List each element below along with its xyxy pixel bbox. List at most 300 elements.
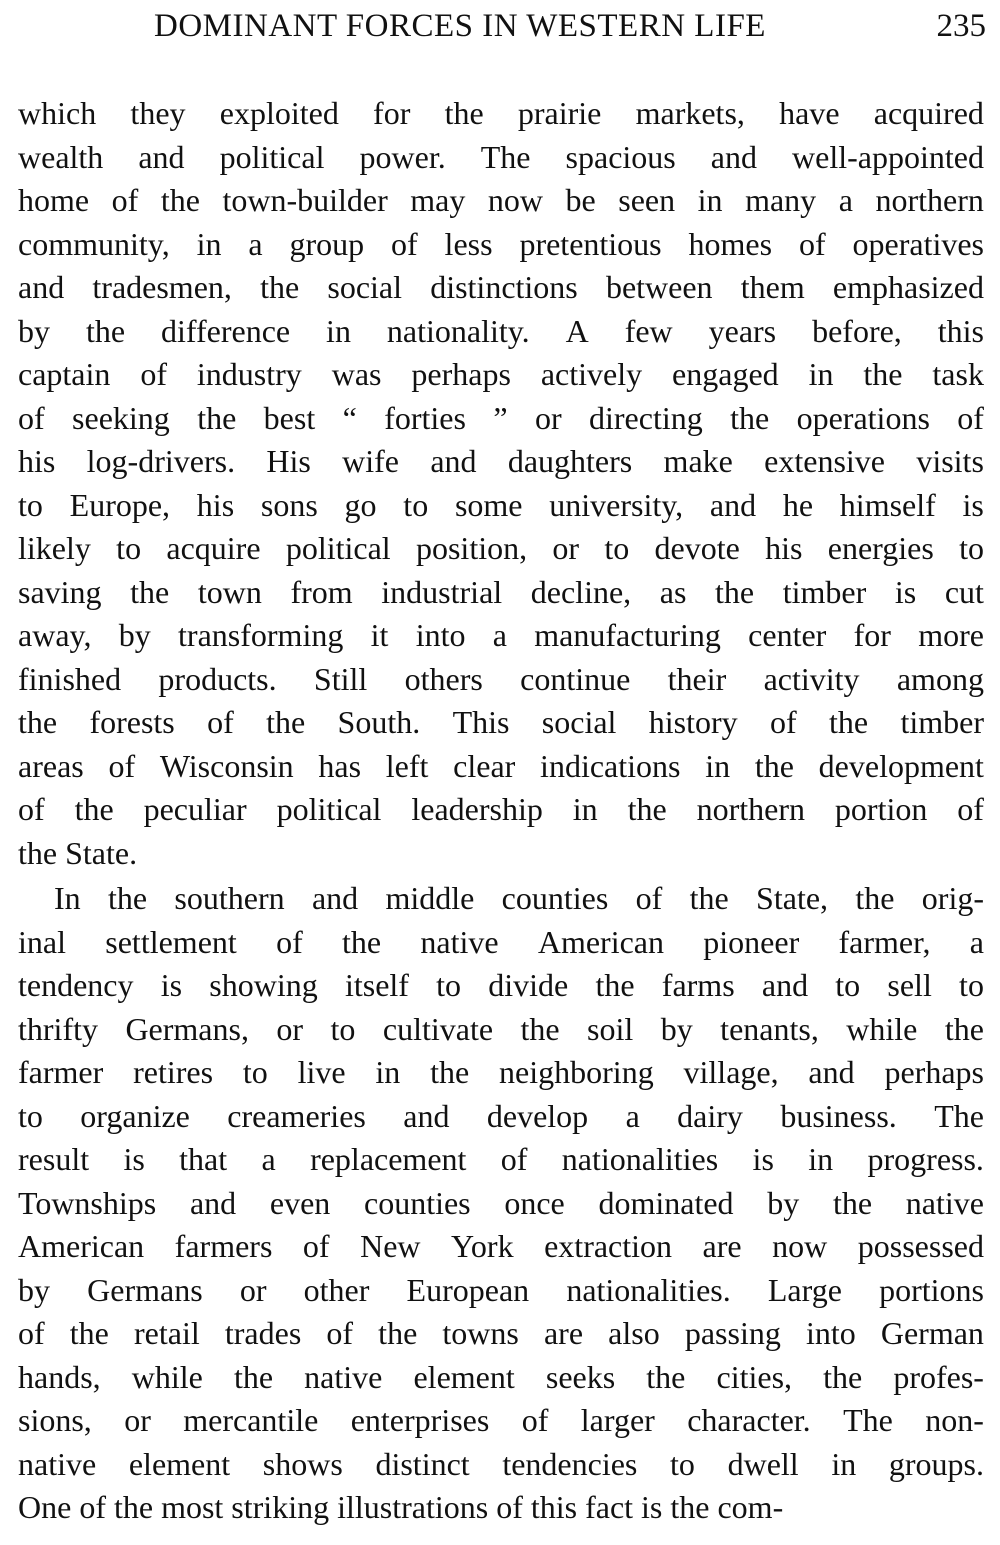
word: of <box>18 1315 45 1351</box>
word: dairy <box>677 1097 743 1134</box>
word: and <box>18 269 65 305</box>
word: the <box>754 747 794 784</box>
word: thrifty <box>18 1010 98 1047</box>
paragraph <box>18 877 984 1530</box>
word: years <box>708 312 777 349</box>
word: trades <box>224 1315 302 1351</box>
word: nationality. <box>386 312 530 349</box>
word: perhaps <box>411 356 511 392</box>
word: The <box>934 1097 984 1134</box>
word: between <box>605 269 713 305</box>
word: inal <box>18 923 66 960</box>
word: while <box>131 1358 203 1395</box>
word: cultivate <box>382 1010 494 1047</box>
word: to <box>18 1097 43 1134</box>
word: log-drivers. <box>86 443 236 479</box>
word: the <box>627 791 667 827</box>
word: captain <box>18 356 111 392</box>
word: farmer, <box>838 923 931 960</box>
text-line <box>18 964 984 1008</box>
word: enterprises <box>350 1402 490 1438</box>
word: he <box>782 486 814 523</box>
word: devote <box>654 530 740 566</box>
word: Europe, <box>69 486 171 523</box>
word: visits <box>916 443 984 479</box>
word: village, <box>683 1054 779 1090</box>
word: that <box>179 1141 228 1177</box>
word: and <box>808 1054 855 1090</box>
word: non- <box>925 1402 984 1438</box>
word: task <box>932 356 984 392</box>
word: Large <box>767 1271 842 1308</box>
word: markets, <box>635 95 745 131</box>
text-line <box>18 1269 984 1313</box>
word: divide <box>488 967 569 1003</box>
word: of <box>635 880 663 916</box>
word: portions <box>879 1271 984 1308</box>
word: larger <box>580 1402 655 1438</box>
word: the <box>520 1010 560 1047</box>
word: to <box>959 967 984 1003</box>
word: and <box>138 138 185 175</box>
word: likely <box>18 530 91 566</box>
word: of <box>770 704 797 740</box>
word: of <box>18 399 45 436</box>
word: Germans, <box>125 1010 249 1047</box>
word: extensive <box>764 443 885 479</box>
word: German <box>880 1315 984 1351</box>
word: make <box>663 443 733 479</box>
word: manufacturing <box>534 617 721 653</box>
word: directing <box>588 399 703 436</box>
word: tendency <box>18 967 134 1003</box>
word: a <box>969 923 984 960</box>
text-line <box>18 92 984 136</box>
word: or <box>239 1271 267 1308</box>
word: now <box>772 1228 828 1264</box>
word: retail <box>134 1315 200 1351</box>
word: history <box>648 704 738 740</box>
word: South. <box>337 704 421 740</box>
text-line: One of the most striking illustrations of this fact is the com- <box>18 1489 784 1525</box>
word: peculiar <box>143 791 247 827</box>
word: in <box>196 225 222 262</box>
word: southern <box>174 880 285 916</box>
page-number: 235 <box>936 8 986 44</box>
word: a <box>261 1141 276 1177</box>
text-line <box>18 701 984 745</box>
text-line <box>18 1008 984 1052</box>
word: to <box>670 1445 695 1482</box>
word: result <box>18 1141 90 1177</box>
word: dominated <box>598 1184 734 1221</box>
word: the <box>944 1010 984 1047</box>
word: their <box>667 660 727 697</box>
word: groups. <box>888 1445 984 1482</box>
word: the <box>730 399 770 436</box>
word: State, <box>756 880 829 916</box>
word: activity <box>763 660 860 697</box>
word: tendencies <box>502 1445 638 1482</box>
word: a <box>492 617 507 653</box>
word: timber <box>900 704 984 740</box>
word: neighboring <box>499 1054 654 1090</box>
word: The <box>480 138 531 175</box>
word: of <box>500 1141 528 1177</box>
word: home <box>18 182 90 218</box>
word: towns <box>442 1315 519 1351</box>
text-line <box>18 179 984 223</box>
text-line: the State. <box>18 834 138 871</box>
word: left <box>385 747 429 784</box>
word: to <box>959 530 984 566</box>
word: Still <box>313 660 368 697</box>
word: distinct <box>375 1445 470 1482</box>
word: from <box>290 573 353 610</box>
word: native <box>18 1445 97 1482</box>
word: is <box>752 1141 774 1177</box>
word: nationalities <box>561 1141 719 1177</box>
word: dwell <box>727 1445 799 1482</box>
word: the <box>18 704 58 740</box>
word: position, <box>415 530 528 566</box>
word: element <box>128 1445 231 1482</box>
word: spacious <box>565 138 676 175</box>
word: they <box>130 95 186 131</box>
word: his <box>196 486 235 523</box>
word: replacement <box>310 1141 467 1177</box>
word: seeking <box>72 399 170 436</box>
word: power. <box>359 138 446 175</box>
word: by <box>767 1184 800 1221</box>
word: in <box>326 312 351 349</box>
word: homes <box>688 225 773 262</box>
word: ” <box>493 399 508 436</box>
word: the <box>197 399 237 436</box>
word: middle <box>385 880 475 916</box>
word: in <box>808 1141 834 1177</box>
word: tenants, <box>720 1010 819 1047</box>
word: by <box>660 1010 693 1047</box>
word: Wisconsin <box>159 747 294 784</box>
word: exploited <box>219 95 339 131</box>
word: for <box>853 617 891 653</box>
word: emphasized <box>832 269 984 305</box>
word: to <box>330 1010 356 1047</box>
word: passing <box>684 1315 781 1351</box>
word: farmers <box>174 1228 273 1264</box>
word: by <box>18 1271 50 1308</box>
word: are <box>702 1228 742 1264</box>
word: itself <box>344 967 409 1003</box>
word: them <box>740 269 805 305</box>
word: counties <box>501 880 609 916</box>
text-line <box>18 1138 984 1182</box>
word: sell <box>887 967 932 1003</box>
word: develop <box>486 1097 589 1134</box>
text-line <box>18 1399 984 1443</box>
word: sons <box>260 486 318 523</box>
paragraph <box>18 92 984 875</box>
word: less <box>444 225 493 262</box>
word: to <box>604 530 630 566</box>
word: native <box>304 1358 383 1395</box>
word: and <box>710 138 757 175</box>
text-line <box>18 658 984 702</box>
word: “ <box>342 399 357 436</box>
word: tradesmen, <box>92 269 232 305</box>
word: by <box>18 312 50 349</box>
word: to <box>835 967 861 1003</box>
text-line <box>18 440 984 484</box>
word: or <box>552 530 580 566</box>
word: soil <box>587 1010 634 1047</box>
word: American <box>18 1228 145 1264</box>
word: has <box>318 747 362 784</box>
word: Townships <box>18 1184 157 1221</box>
word: group <box>289 225 365 262</box>
word: or <box>276 1010 304 1047</box>
text-line <box>18 745 984 789</box>
word: European <box>406 1271 530 1308</box>
word: A <box>565 312 589 349</box>
word: which <box>18 95 97 131</box>
word: or <box>534 399 562 436</box>
word: the <box>823 1358 863 1395</box>
word: once <box>504 1184 565 1221</box>
word: the <box>430 1054 470 1090</box>
word: development <box>818 747 984 784</box>
word: prairie <box>517 95 602 131</box>
word: retires <box>133 1054 214 1090</box>
word: pioneer <box>703 923 800 960</box>
word: into <box>415 617 466 653</box>
word: to <box>116 530 142 566</box>
text-line <box>18 1312 984 1356</box>
word: nationalities. <box>566 1271 731 1308</box>
word: the <box>715 573 755 610</box>
word: engaged <box>672 356 779 392</box>
word: be <box>565 182 596 218</box>
word: of <box>326 1315 354 1351</box>
word: seen <box>618 182 676 218</box>
word: energies <box>827 530 934 566</box>
word: indications <box>540 747 681 784</box>
word: for <box>373 95 411 131</box>
word: the <box>646 1358 686 1395</box>
word: the <box>829 704 869 740</box>
word: while <box>846 1010 918 1047</box>
word: in <box>375 1054 401 1090</box>
word: settlement <box>105 923 237 960</box>
text-line <box>18 527 984 571</box>
word: into <box>805 1315 856 1351</box>
word: now <box>487 182 543 218</box>
word: town <box>197 573 262 610</box>
word: political <box>219 138 325 175</box>
word: portion <box>834 791 928 827</box>
word: as <box>659 573 687 610</box>
word: native <box>905 1184 984 1221</box>
word: to <box>436 967 462 1003</box>
word: cut <box>944 573 984 610</box>
text-line <box>18 571 984 615</box>
text-line <box>18 1182 984 1226</box>
text-line <box>18 788 984 832</box>
word: to <box>242 1054 268 1090</box>
word: more <box>918 617 984 653</box>
running-head <box>18 8 986 56</box>
text-line <box>18 310 984 354</box>
word: This <box>452 704 510 740</box>
word: in <box>705 747 731 784</box>
word: products. <box>158 660 277 697</box>
text-line <box>18 1225 984 1269</box>
text-line <box>18 1051 984 1095</box>
text-line <box>18 1095 984 1139</box>
word: of <box>957 399 984 436</box>
word: live <box>297 1054 346 1090</box>
word: perhaps <box>884 1054 984 1090</box>
word: acquire <box>166 530 261 566</box>
word: northern <box>875 182 984 218</box>
word: his <box>18 443 56 479</box>
word: it <box>370 617 389 653</box>
word: the <box>160 182 200 218</box>
word: and <box>430 443 477 479</box>
word: many <box>745 182 817 218</box>
word: areas <box>18 747 84 784</box>
word: operatives <box>852 225 984 262</box>
word: among <box>896 660 984 697</box>
word: well-appointed <box>792 138 984 175</box>
text-line <box>18 353 984 397</box>
word: progress. <box>867 1141 984 1177</box>
word: is <box>160 967 183 1003</box>
word: of <box>111 182 139 218</box>
word: the <box>595 967 635 1003</box>
word: difference <box>161 312 291 349</box>
word: of <box>18 791 45 827</box>
word: forties <box>384 399 466 436</box>
word: shows <box>262 1445 343 1482</box>
word: showing <box>209 967 318 1003</box>
word: daughters <box>507 443 633 479</box>
word: of <box>798 225 826 262</box>
word: in <box>808 356 834 392</box>
word: northern <box>696 791 805 827</box>
word: was <box>331 356 382 392</box>
word: others <box>404 660 483 697</box>
word: sions, <box>18 1402 92 1438</box>
word: and <box>311 880 359 916</box>
text-line <box>18 223 984 267</box>
word: finished <box>18 660 122 697</box>
word: even <box>269 1184 331 1221</box>
word: of <box>140 356 167 392</box>
word: pretentious <box>519 225 662 262</box>
text-line <box>18 266 984 310</box>
word: cities, <box>716 1358 793 1395</box>
word: a <box>625 1097 640 1134</box>
word: the <box>85 312 126 349</box>
word: clear <box>453 747 516 784</box>
text-line <box>18 1356 984 1400</box>
word: in <box>831 1445 857 1482</box>
text-line <box>18 397 984 441</box>
word: his <box>765 530 803 566</box>
word: farms <box>661 967 735 1003</box>
word: counties <box>363 1184 471 1221</box>
word: is <box>962 486 984 523</box>
word: forests <box>89 704 175 740</box>
word: in <box>697 182 723 218</box>
word: few <box>624 312 673 349</box>
word: have <box>779 95 840 131</box>
word: York <box>451 1228 514 1264</box>
word: of <box>391 225 418 262</box>
word: to <box>403 486 429 523</box>
word: this <box>937 312 984 349</box>
word: university, <box>549 486 684 523</box>
body-text <box>18 92 984 1530</box>
word: and <box>709 486 757 523</box>
word: the <box>855 880 895 916</box>
text-line <box>18 484 984 528</box>
word: town-builder <box>222 182 388 218</box>
word: and <box>761 967 809 1003</box>
word: before, <box>812 312 902 349</box>
word: continue <box>520 660 631 697</box>
word: mercantile <box>183 1402 319 1438</box>
word: by <box>118 617 151 653</box>
word: a <box>838 182 853 218</box>
text-line <box>18 877 984 921</box>
word: some <box>454 486 523 523</box>
word: of <box>957 791 984 827</box>
running-title: DOMINANT FORCES IN WESTERN LIFE <box>154 8 766 44</box>
word: are <box>543 1315 584 1351</box>
word: of <box>302 1228 330 1264</box>
word: New <box>360 1228 421 1264</box>
word: the <box>69 1315 109 1351</box>
word: or <box>124 1402 151 1438</box>
word: is <box>894 573 917 610</box>
word: and <box>189 1184 237 1221</box>
word: business. <box>780 1097 897 1134</box>
word: the <box>832 1184 873 1221</box>
word: industrial <box>381 573 503 610</box>
word: political <box>276 791 382 827</box>
word: of <box>207 704 234 740</box>
word: operations <box>796 399 930 436</box>
word: of <box>521 1402 549 1438</box>
word: in <box>572 791 598 827</box>
word: the <box>233 1358 274 1395</box>
word: the <box>74 791 114 827</box>
word: industry <box>196 356 302 392</box>
word: Germans <box>87 1271 203 1308</box>
word: social <box>327 269 402 305</box>
word: creameries <box>227 1097 366 1134</box>
text-line <box>18 614 984 658</box>
word: In <box>54 880 81 916</box>
word: decline, <box>530 573 632 610</box>
word: community, <box>18 225 170 262</box>
word: possessed <box>857 1228 984 1264</box>
word: best <box>263 399 316 436</box>
word: His <box>266 443 311 479</box>
